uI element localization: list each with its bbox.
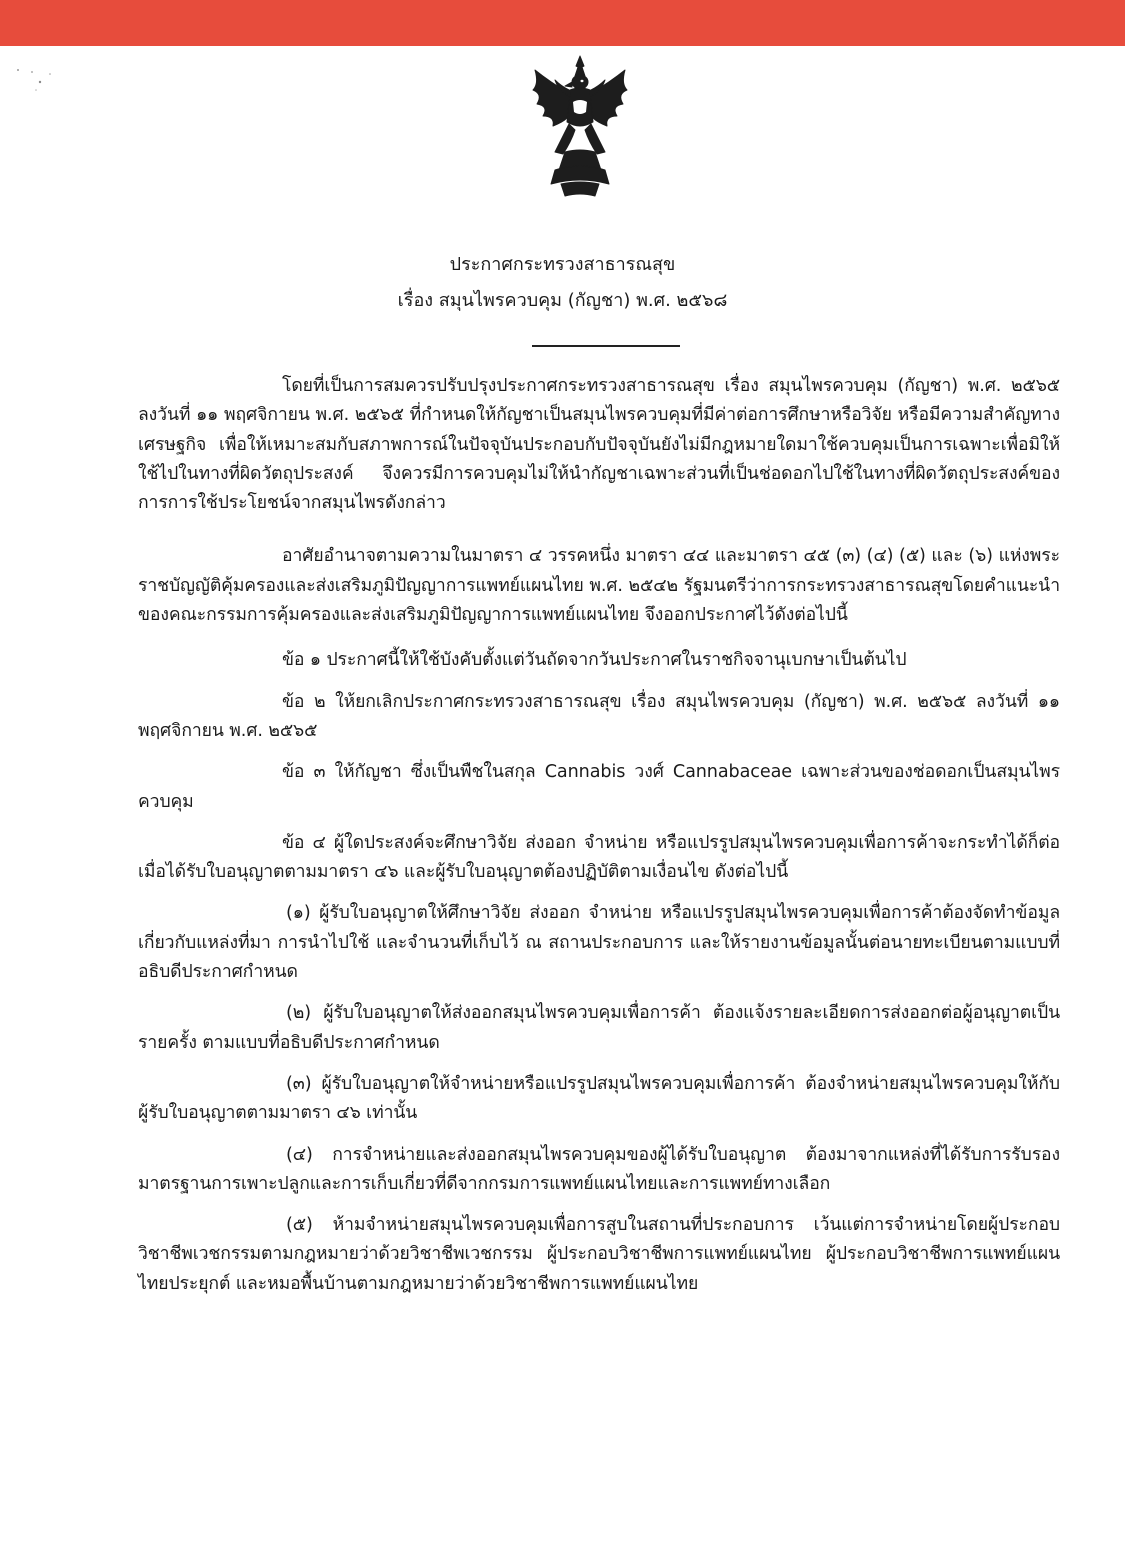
subclause-4: (๔) การจำหน่ายและส่งออกสมุนไพรควบคุมของผู้ได้รับใบอนุญาต ต้องมาจากแหล่งที่ได้รับการรับรองมาตรฐานการเพาะปลูกและการเก็บเกี่ยวที่ดีจากกรมการแพทย์แผนไทยและการแพทย์ทางเลือก <box>138 1144 1060 1194</box>
announcement-subject: เรื่อง สมุนไพรควบคุม (กัญชา) พ.ศ. ๒๕๖๘ <box>397 290 728 311</box>
preamble-paragraph: โดยที่เป็นการสมควรปรับปรุงประกาศกระทรวงสาธารณสุข เรื่อง สมุนไพรควบคุม (กัญชา) พ.ศ. ๒๕๖๕ ลงวันที่ ๑๑ พฤศจิกายน พ.ศ. ๒๕๖๕ ที่กำหนดให้กัญชาเป็นสมุนไพรควบคุมที่มีค่าต่อการศึกษาหรือวิจัย หรือมีความสำคัญทางเศรษฐกิจ เพื่อให้เหมาะสมกับสภาพการณ์ในปัจจุบันประกอบกับปัจจุบันยังไม่มีกฎหมายใดมาใช้ควบคุมเป็นการเฉพาะเพื่อมิให้ใช้ไปในทางที่ผิดวัตถุประสงค์ จึงควรมีการควบคุมไม่ให้นำกัญชาเฉพาะส่วนที่เป็นช่อดอกไปใช้ในทางที่ผิดวัตถุประสงค์ของการการใช้ประโยชน์จากสมุนไพรดังกล่าว <box>138 376 1060 514</box>
clause-1: ข้อ ๑ ประกาศนี้ให้ใช้บังคับตั้งแต่วันถัดจากวันประกาศในราชกิจจานุเบกษาเป็นต้นไป <box>282 650 907 671</box>
clause-3: ข้อ ๓ ให้กัญชา ซึ่งเป็นพืชในสกุล Cannabis วงศ์ Cannabaceae เฉพาะส่วนของช่อดอกเป็นสมุนไพรควบคุม <box>138 762 1060 812</box>
clause-2: ข้อ ๒ ให้ยกเลิกประกาศกระทรวงสาธารณสุข เรื่อง สมุนไพรควบคุม (กัญชา) พ.ศ. ๒๕๖๕ ลงวันที่ ๑๑ พฤศจิกายน พ.ศ. ๒๕๖๕ <box>138 691 1060 741</box>
subclause-3: (๓) ผู้รับใบอนุญาตให้จำหน่ายหรือแปรรูปสมุนไพรควบคุมเพื่อการค้า ต้องจำหน่ายสมุนไพรควบคุมให้กับผู้รับใบอนุญาตตามมาตรา ๔๖ เท่านั้น <box>138 1073 1060 1124</box>
garuda-emblem-icon <box>525 52 635 202</box>
clause-4: ข้อ ๔ ผู้ใดประสงค์จะศึกษาวิจัย ส่งออก จำหน่าย หรือแปรรูปสมุนไพรควบคุมเพื่อการค้าจะกระทำได้ก็ต่อเมื่อได้รับใบอนุญาตตามมาตรา ๔๖ และผู้รับใบอนุญาตต้องปฏิบัติตามเงื่อนไข ดังต่อไปนี้ <box>138 832 1060 883</box>
announcement-body <box>138 372 1060 1299</box>
title-divider <box>532 345 680 347</box>
subclause-5: (๕) ห้ามจำหน่ายสมุนไพรควบคุมเพื่อการสูบในสถานที่ประกอบการ เว้นแต่การจำหน่ายโดยผู้ประกอบวิชาชีพเวชกรรมตามกฎหมายว่าด้วยวิชาชีพเวชกรรม ผู้ประกอบวิชาชีพการแพทย์แผนไทย ผู้ประกอบวิชาชีพการแพทย์แผนไทยประยุกต์ และหมอพื้นบ้านตามกฎหมายว่าด้วยวิชาชีพการแพทย์แผนไทย <box>138 1215 1060 1294</box>
announcement-title: ประกาศกระทรวงสาธารณสุข <box>449 254 676 275</box>
scan-artifact <box>10 60 90 100</box>
subclause-2: (๒) ผู้รับใบอนุญาตให้ส่งออกสมุนไพรควบคุมเพื่อการค้า ต้องแจ้งรายละเอียดการส่งออกต่อผู้อนุญาตเป็นรายครั้ง ตามแบบที่อธิบดีประกาศกำหนด <box>138 1003 1060 1053</box>
authority-paragraph: อาศัยอำนาจตามความในมาตรา ๔ วรรคหนึ่ง มาตรา ๔๔ และมาตรา ๔๕ (๓) (๔) (๕) และ (๖) แห่งพระราชบัญญัติคุ้มครองและส่งเสริมภูมิปัญญาการแพทย์แผนไทย พ.ศ. ๒๕๔๒ รัฐมนตรีว่าการกระทรวงสาธารณสุขโดยคำแนะนำของคณะกรรมการคุ้มครองและส่งเสริมภูมิปัญญาการแพทย์แผนไทย จึงออกประกาศไว้ดังต่อไปนี้ <box>138 546 1060 626</box>
top-banner-bar <box>0 0 1125 46</box>
subclause-1: (๑) ผู้รับใบอนุญาตให้ศึกษาวิจัย ส่งออก จำหน่าย หรือแปรรูปสมุนไพรควบคุมเพื่อการค้าต้องจัดทำข้อมูลเกี่ยวกับแหล่งที่มา การนำไปใช้ และจำนวนที่เก็บไว้ ณ สถานประกอบการ และให้รายงานข้อมูลนั้นต่อนายทะเบียนตามแบบที่อธิบดีประกาศกำหนด <box>138 903 1060 983</box>
